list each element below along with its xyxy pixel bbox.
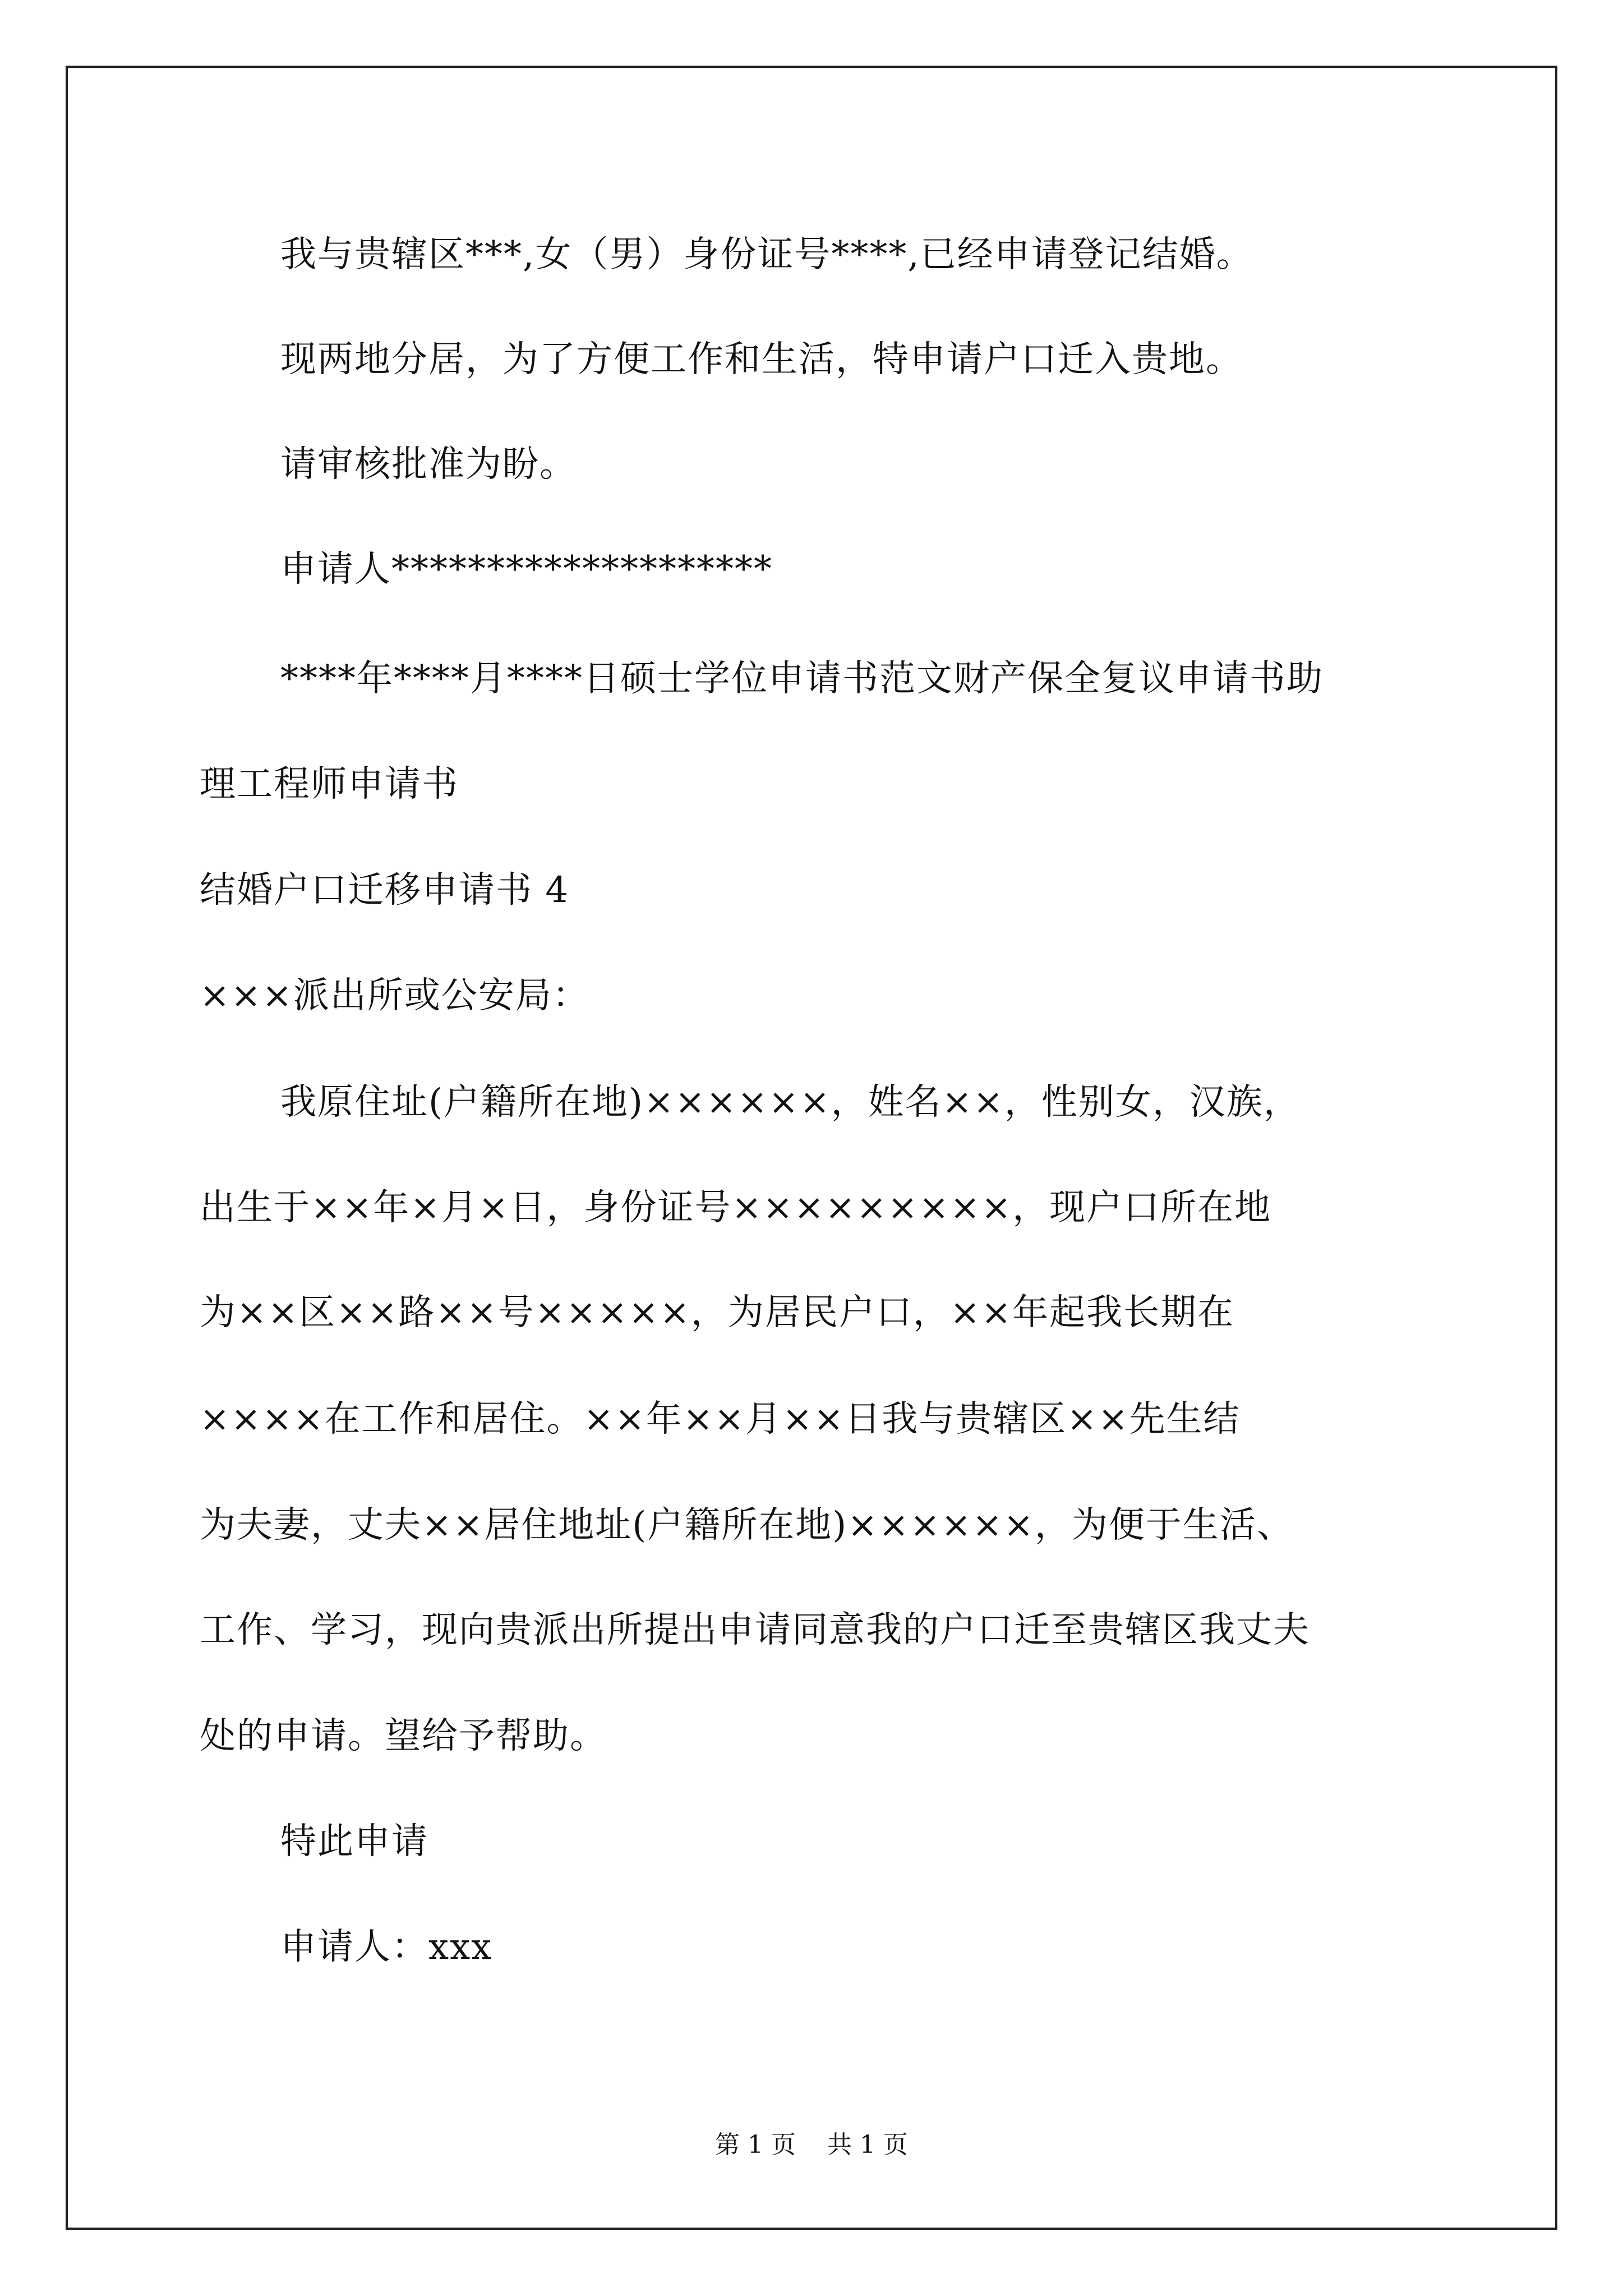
applicant-line: 申请人******************** <box>280 549 773 590</box>
paragraph-line: 理工程师申请书 <box>200 763 459 805</box>
signature-line: 申请人：xxx <box>280 1926 493 1968</box>
paragraph-line: 处的申请。望给予帮助。 <box>200 1715 607 1757</box>
paragraph-line: 为××区××路××号×××××，为居民户口，××年起我长期在 <box>200 1292 1235 1333</box>
paragraph-line: 出生于××年×月×日，身份证号×××××××××，现户口所在地 <box>200 1187 1272 1228</box>
closing-line: 特此申请 <box>280 1821 428 1862</box>
document-title: 结婚户口迁移申请书 4 <box>200 869 570 911</box>
paragraph-line: 我原住址(户籍所在地)××××××，姓名××，性别女，汉族， <box>280 1082 1301 1123</box>
salutation: ×××派出所或公安局： <box>200 975 589 1016</box>
paragraph-line: ****年****月****日硕士学位申请书范文财产保全复议申请书助 <box>280 658 1324 700</box>
paragraph-line: 我与贵辖区***,女（男）身份证号****,已经申请登记结婚。 <box>280 234 1253 275</box>
paragraph-line: 工作、学习，现向贵派出所提出申请同意我的户口迁至贵辖区我丈夫 <box>200 1609 1310 1651</box>
paragraph-line: 请审核批准为盼。 <box>280 444 577 485</box>
paragraph-line: 为夫妻，丈夫××居住地址(户籍所在地)××××××，为便于生活、 <box>200 1504 1294 1546</box>
page-number: 第 1 页 共 1 页 <box>715 2131 908 2159</box>
page-border <box>66 66 1557 2230</box>
paragraph-line: ××××在工作和居住。××年××月××日我与贵辖区××先生结 <box>200 1398 1241 1440</box>
paragraph-line: 现两地分居，为了方便工作和生活，特申请户口迁入贵地。 <box>280 339 1243 380</box>
